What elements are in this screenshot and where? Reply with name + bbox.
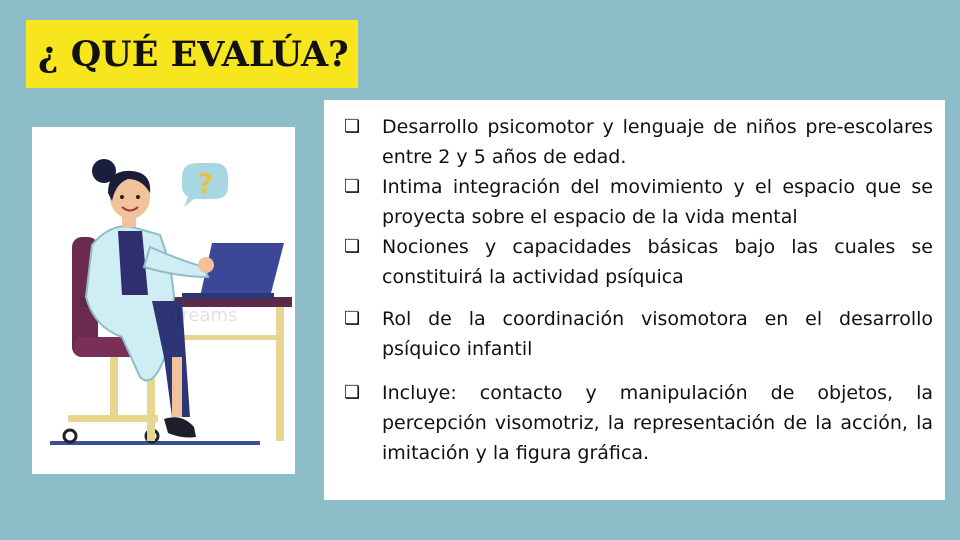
- list-item: [344, 232, 933, 292]
- question-bubble-icon: [182, 163, 228, 207]
- bullet-text: Incluye: contacto y manipulación de objetos, la percepción visomotriz, la representación de la acción, la imitación y la figura gráfica.: [382, 382, 933, 464]
- checkbox-bullet-icon: ❏: [344, 176, 361, 197]
- chair-base: [68, 415, 158, 422]
- slide-title: ¿ QUÉ EVALÚA?: [38, 33, 349, 75]
- bullet-text: Desarrollo psicomotor y lenguaje de niños pre-escolares entre 2 y 5 años de edad.: [382, 116, 933, 168]
- list-item: [344, 378, 933, 468]
- laptop-base: [182, 293, 274, 299]
- bullet-text: Rol de la coordinación visomotora en el desarrollo psíquico infantil: [382, 308, 933, 360]
- chair-wheel-left: [64, 430, 76, 442]
- checkbox-bullet-icon: ❏: [344, 308, 361, 329]
- svg-text:?: ?: [196, 167, 214, 200]
- bullet-text: Intima integración del movimiento y el espacio que se proyecta sobre el espacio de la vida mental: [382, 176, 933, 228]
- watermark: dreams: [170, 305, 238, 326]
- list-item: [344, 112, 933, 172]
- list-item: [344, 172, 933, 232]
- content-panel: [324, 100, 945, 500]
- title-banner: [26, 20, 358, 88]
- laptop-screen: [200, 243, 284, 297]
- bullet-text: Nociones y capacidades básicas bajo las cuales se constituirá la actividad psíquica: [382, 236, 933, 288]
- checkbox-bullet-icon: ❏: [344, 236, 361, 257]
- desk-leg-right: [276, 307, 284, 441]
- doctor-illustration: [32, 127, 295, 474]
- hair-bun: [92, 159, 116, 183]
- shoe: [164, 417, 196, 437]
- checkbox-bullet-icon: ❏: [344, 116, 361, 137]
- list-item: [344, 304, 933, 364]
- bullet-list: [344, 112, 933, 468]
- checkbox-bullet-icon: ❏: [344, 382, 361, 403]
